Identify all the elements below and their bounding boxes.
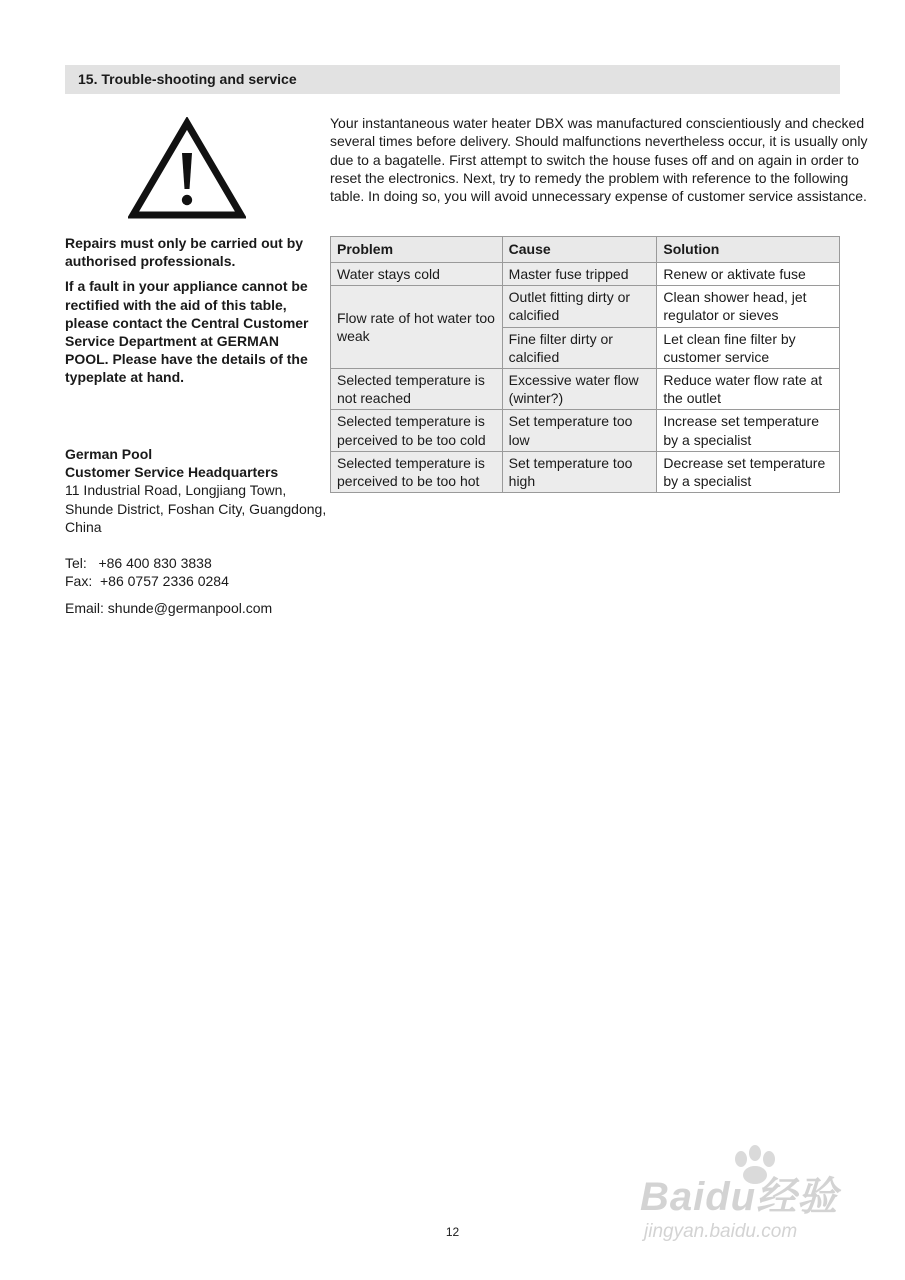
table-row — [331, 263, 840, 286]
cause-cell: Set temperature too low — [502, 410, 657, 451]
header-solution: Solution — [657, 237, 840, 263]
header-cause: Cause — [502, 237, 657, 263]
company-name: German Pool — [65, 446, 153, 462]
intro-line: Your instantaneous water heater DBX was manufactured conscientiously and checked — [330, 115, 865, 131]
department-name: Customer Service Headquarters — [65, 464, 279, 481]
solution-cell: Decrease set temperature by a specialist — [657, 451, 840, 492]
watermark-logo: Baidu经验 — [640, 1175, 839, 1219]
problem-cell: Water stays cold — [331, 263, 503, 286]
cause-cell: Fine filter dirty or calcified — [502, 327, 657, 368]
safety-notes — [65, 234, 310, 394]
intro-line: reset the electronics. Next, try to remedy the problem with reference to the following — [330, 169, 849, 186]
address-line: 11 Industrial Road, Longjiang Town, — [65, 482, 287, 499]
intro-line: due to a bagatelle. First attempt to switch the house fuses off and on again in order to — [330, 151, 859, 168]
table-header-row — [331, 237, 840, 263]
address-line: China — [65, 518, 102, 535]
problem-cell: Selected temperature is not reached — [331, 369, 503, 410]
solution-cell: Renew or aktivate fuse — [657, 263, 840, 286]
section-title: 15. Trouble-shooting and service — [65, 65, 840, 94]
table-row — [331, 369, 840, 410]
repairs-note: Repairs must only be carried out by authorised professionals. — [65, 235, 304, 270]
intro-paragraph — [330, 114, 868, 205]
problem-cell: Flow rate of hot water too weak — [331, 286, 503, 369]
troubleshooting-table — [330, 236, 840, 493]
page-number: 12 — [445, 1225, 460, 1239]
fax-line: Fax: +86 0757 2336 0284 — [65, 573, 229, 590]
cause-cell: Outlet fitting dirty or calcified — [502, 286, 657, 327]
header-problem: Problem — [331, 237, 503, 263]
cause-cell: Master fuse tripped — [502, 263, 657, 286]
table-row — [331, 410, 840, 451]
solution-cell: Increase set temperature by a specialist — [657, 410, 840, 451]
warning-triangle-icon — [128, 117, 246, 219]
watermark-url: jingyan.baidu.com — [644, 1221, 798, 1242]
fault-note: If a fault in your appliance cannot be rectified with the aid of this table, please contact the Central Customer Service Department at GERMAN POOL. Please have the details of the typeplate at hand. — [65, 278, 309, 386]
baidu-watermark — [640, 1145, 850, 1250]
problem-cell: Selected temperature is perceived to be too cold — [331, 410, 503, 451]
cause-cell: Set temperature too high — [502, 451, 657, 492]
cause-cell: Excessive water flow (winter?) — [502, 369, 657, 410]
problem-cell: Selected temperature is perceived to be too hot — [331, 451, 503, 492]
solution-cell: Clean shower head, jet regulator or sieves — [657, 286, 840, 327]
email-line[interactable]: Email: shunde@germanpool.com — [65, 600, 273, 617]
address-line: Shunde District, Foshan City, Guangdong, — [65, 500, 327, 517]
intro-line: table. In doing so, you will avoid unnecessary expense of customer service assistance. — [330, 188, 867, 205]
solution-cell: Reduce water flow rate at the outlet — [657, 369, 840, 410]
solution-cell: Let clean fine filter by customer service — [657, 327, 840, 368]
contact-block — [65, 445, 327, 618]
table-row — [331, 286, 840, 327]
table-row — [331, 451, 840, 492]
tel-line: Tel: +86 400 830 3838 — [65, 555, 212, 572]
intro-line: several times before delivery. Should malfunctions nevertheless occur, it is usually only — [330, 133, 868, 150]
